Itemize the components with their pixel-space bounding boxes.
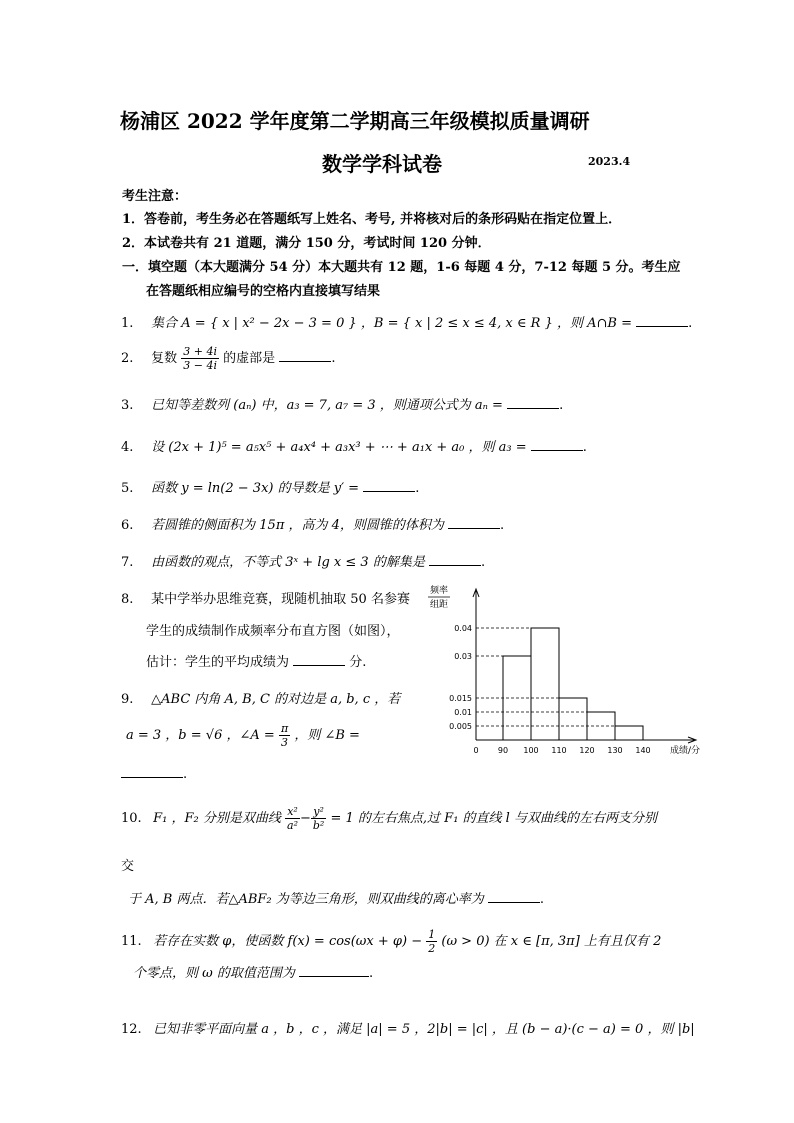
y-tick-label: 0.03 <box>454 652 472 661</box>
question-9 <box>121 688 400 707</box>
question-5: 5. 函数 y = ln(2 − 3x) 的导数是 y′ = . <box>121 481 420 496</box>
fraction-numerator: 3 + 4i <box>183 345 218 358</box>
fraction <box>311 805 326 832</box>
fraction-numerator: y² <box>311 805 326 819</box>
question-text: 分. <box>349 655 367 670</box>
paper-subtitle: 数学学科试卷 <box>322 152 442 176</box>
page-title: 杨浦区 2022 学年度第二学期高三年级模拟质量调研 <box>120 109 590 133</box>
question-text: 由函数的观点，不等式 3ˣ + lg x ≤ 3 的解集是 <box>151 555 425 570</box>
frequency-histogram <box>418 583 704 763</box>
fraction <box>279 722 290 749</box>
y-tick-label: 0.015 <box>449 694 472 703</box>
question-text: 复数 <box>151 351 178 366</box>
x-tick-label: 130 <box>607 746 623 755</box>
question-number: 11. <box>121 934 142 949</box>
fraction <box>426 928 437 955</box>
answer-blank <box>507 396 559 409</box>
fraction-numerator: π <box>280 722 289 735</box>
question-text: a = 3 ，b = √6 ，∠A = <box>126 728 275 743</box>
answer-blank <box>363 479 415 492</box>
answer-blank <box>429 553 481 566</box>
fraction-denominator: 2 <box>428 942 436 955</box>
question-number: 12. <box>121 1022 142 1037</box>
question-number: 1. <box>121 316 134 331</box>
answer-blank <box>293 653 345 666</box>
question-7: 7. 由函数的观点，不等式 3ˣ + lg x ≤ 3 的解集是 . <box>121 555 486 570</box>
question-9-line-2 <box>126 722 360 749</box>
question-6: 6. 若圆锥的侧面积为 15π ，高为 4，则圆锥的体积为 . <box>121 518 505 533</box>
note-item-1: 1．答卷前，考生务必在答题纸写上姓名、考号, 并将核对后的条形码贴在指定位置上． <box>122 212 622 227</box>
section-heading: 一．填空题（本大题满分 54 分）本大题共有 12 题，1-6 每题 4 分，7-12 每题 5 分。考生应 <box>122 260 681 275</box>
question-text: 若存在实数 φ，使函数 f(x) = cos(ωx + φ) − <box>153 934 423 949</box>
fraction-denominator: 3 − 4i <box>183 359 218 372</box>
x-tick-label: 140 <box>635 746 651 755</box>
question-12 <box>121 1018 695 1037</box>
histogram-bar <box>615 726 643 740</box>
question-11 <box>121 928 661 955</box>
answer-blank <box>121 765 183 778</box>
x-tick-label: 90 <box>497 746 509 755</box>
fraction-denominator: a² <box>287 819 298 832</box>
question-text: (ω > 0) 在 x ∈ [π, 3π] 上有且仅有 2 <box>441 934 662 949</box>
question-1: 1. 集合 A = { x | x² − 2x − 3 = 0 } ，B = { x | 2 ≤ x ≤ 4, x ∈ R } ，则 A∩B = . <box>121 316 693 331</box>
notes-heading: 考生注意： <box>122 189 188 204</box>
fraction-denominator: b² <box>312 819 325 832</box>
question-text: 设 (2x + 1)⁵ = a₅x⁵ + a₄x⁴ + a₃x³ + ⋯ + a₁x + a₀ ，则 a₃ = <box>151 440 527 455</box>
answer-blank <box>488 890 540 903</box>
question-8-line-3 <box>146 651 366 670</box>
question-number: 5. <box>121 481 134 496</box>
answer-blank <box>531 438 583 451</box>
x-axis-label: 成绩/分 <box>669 746 700 756</box>
fraction-denominator: 3 <box>281 736 289 749</box>
fraction <box>285 805 300 832</box>
question-text: 于 A, B 两点．若△ABF₂ 为等边三角形，则双曲线的离心率为 <box>128 892 484 907</box>
section-instructions: 在答题纸相应编号的空格内直接填写结果 <box>146 284 381 299</box>
question-text: 若圆锥的侧面积为 15π ，高为 4，则圆锥的体积为 <box>151 518 444 533</box>
question-3: 3. 已知等差数列 (aₙ) 中，a₃ = 7, a₇ = 3 ，则通项公式为 aₙ = . <box>121 398 564 413</box>
question-4: 4. 设 (2x + 1)⁵ = a₅x⁵ + a₄x⁴ + a₃x³ + ⋯ + a₁x + a₀ ，则 a₃ = . <box>121 440 587 455</box>
question-10-line-2: 交 <box>121 859 135 874</box>
paper-date: 2023.4 <box>588 155 631 168</box>
question-10 <box>121 805 657 832</box>
fraction-numerator: 1 <box>428 928 436 941</box>
histogram-bar <box>559 698 587 740</box>
y-axis-label-top: 频率 <box>430 586 449 596</box>
question-text: 已知等差数列 (aₙ) 中，a₃ = 7, a₇ = 3 ，则通项公式为 aₙ = <box>151 398 503 413</box>
question-text: ，则 ∠B = <box>294 728 360 743</box>
question-number: 3. <box>121 398 134 413</box>
question-text: = 1 的左右焦点,过 F₁ 的直线 l 与双曲线的左右两支分别 <box>330 811 657 826</box>
answer-blank <box>448 516 500 529</box>
question-text: F₁ ，F₂ 分别是双曲线 <box>153 811 281 826</box>
answer-blank <box>636 314 688 327</box>
x-tick-label: 0 <box>473 746 479 755</box>
question-number: 2. <box>121 351 134 366</box>
question-number: 10. <box>121 811 142 826</box>
answer-blank <box>279 349 331 362</box>
question-text: 函数 y = ln(2 − 3x) 的导数是 y′ = <box>151 481 360 496</box>
question-text: 集合 A = { x | x² − 2x − 3 = 0 } ，B = { x | 2 ≤ x ≤ 4, x ∈ R } ，则 A∩B = <box>151 316 632 331</box>
question-text: △ABC 内角 A, B, C 的对边是 a, b, c ，若 <box>151 692 401 707</box>
x-tick-label: 110 <box>551 746 567 755</box>
question-10-line-3: 于 A, B 两点．若△ABF₂ 为等边三角形，则双曲线的离心率为 . <box>128 892 545 907</box>
y-tick-label: 0.01 <box>454 708 472 717</box>
question-text: 的虚部是 <box>223 351 276 366</box>
question-2: 2. 复数 $\frac{3 + 4i}{3 - 4i}$ 的虚部是 . <box>121 345 336 372</box>
question-number: 7. <box>121 555 134 570</box>
question-text: 某中学举办思维竞赛，现随机抽取 50 名参赛 <box>151 592 410 607</box>
question-9-line-3: . <box>121 765 187 782</box>
y-tick-label: 0.04 <box>454 624 472 633</box>
x-tick-label: 100 <box>523 746 539 755</box>
x-tick-label: 120 <box>579 746 595 755</box>
note-item-2: 2．本试卷共有 21 道题，满分 150 分，考试时间 120 分钟． <box>122 236 491 251</box>
question-8 <box>121 588 410 607</box>
question-11-line-2: 个零点，则 ω 的取值范围为 . <box>133 966 374 981</box>
question-number: 6. <box>121 518 134 533</box>
question-text: 估计：学生的平均成绩为 <box>146 655 290 670</box>
question-number: 8. <box>121 592 134 607</box>
histogram-bar <box>531 628 559 740</box>
fraction <box>181 345 219 372</box>
answer-blank <box>299 964 369 977</box>
fraction-numerator: x² <box>285 805 300 819</box>
question-number: 4. <box>121 440 134 455</box>
minus-sign: − <box>299 811 311 826</box>
question-number: 9. <box>121 692 134 707</box>
question-8-line-2: 学生的成绩制作成频率分布直方图（如图）， <box>146 624 400 639</box>
question-text: 已知非零平面向量 a ，b ，c ，满足 |a| = 5 ，2|b| = |c| ，且 (b − a)·(c − a) = 0 ，则 |b| <box>153 1022 695 1037</box>
y-tick-label: 0.005 <box>449 722 472 731</box>
y-axis-label-bottom: 组距 <box>430 600 449 610</box>
question-text: 个零点，则 ω 的取值范围为 <box>133 966 295 981</box>
